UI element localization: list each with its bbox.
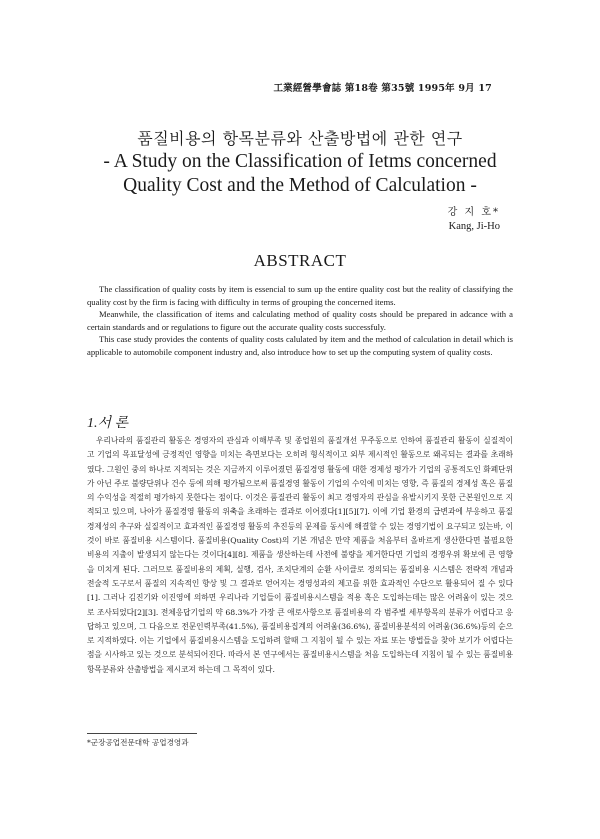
footnote-divider [87,733,197,734]
title-block [0,128,600,198]
footnote-affiliation: *군장공업전문대학 공업경영과 [87,738,189,747]
title-english-line1: - A Study on the Classification of Ietms concerned [103,151,497,172]
abstract-paragraph-3: This case study provides the contents of quality costs calulated by item and the method of calculation in detail which is applicable to automobile component industry and, also introduce how to set up the computing system of quality costs. [87,334,513,357]
abstract-paragraph-1: The classification of quality costs by item is essencial to sum up the entire quality cost but the reality of classifying the quality cost by the firm is facing with difficulty in terms of grouping the concerned items. [87,284,513,307]
abstract-paragraph-2: Meanwhile, the classification of items and calculating method of quality costs should be prepared in adcance with a certain standards and or regulations to figure out the accurate quality costs successfuly. [87,309,513,332]
title-korean: 품질비용의 항목분류와 산출방법에 관한 연구 [137,129,463,148]
introduction-body [87,434,513,677]
title-english-line2: Quality Cost and the Method of Calculation - [123,175,477,196]
running-head: 工業經營學會誌 第18卷 第35號 1995年 9月 17 [273,83,492,94]
author-block [448,206,500,234]
introduction-paragraph: 우리나라의 품질관리 활동은 경영자의 관심과 이해부족 및 종업원의 품질개선 무주동으로 인하여 품질관리 활동이 실질적이고 기업의 목표달성에 긍정적인 영향을 미치는 측면보다는 오히려 형식적이고 외부 제시적인 활동으로 왜곡되는 결과를 초래하였다. 그원인 중의 하나로 지적되는 것은 지금까지 이루어졌던 품질경영 활동에 대한 경제성 평가가 기업의 공통적도인 화폐단위가 아닌 주로 불량단위나 건수 등에 의해 평가됨으로써 품질경영 활동이 기업의 수익에 미치는 영향, 즉 품질의 경제성 혹은 품질의 수익성을 적절히 평가하지 못한다는 점이다. 이것은 품질관리 활동이 최고 경영자의 관심을 유발시키지 못한 근본원인으로 지적되고 있으며, 나아가 품질경영 활동의 위축을 초래하는 결과로 이어졌다[1][5][7]. 이에 기업 환경의 급변과에 부응하고 품질 경제성의 추구와 실질적이고 효과적인 품질경영 활동의 추진등의 문제를 동시에 해결할 수 있는 경영기법이 요구되고 있는바, 이것이 바로 품질비용 시스템이다. 품질비용(Quality Cost)의 기본 개념은 만약 제품을 처음부터 올바르게 생산한다면 불필요한 비용의 지출이 발생되지 않는다는 것이다[4][8]. 제품을 생산하는데 사전에 불량을 제거한다면 기업의 경쟁우위 확보에 큰 영향을 미치게 된다. 그러므로 품질비용의 제획, 실행, 검사, 조치단계의 순환 사이클로 정의되는 품질비용 시스템은 전략적 개념과 전술적 도구로서 품질의 지속적인 향상 및 그 결과로 얻어지는 경영성과의 제고를 위한 효과적인 수단으로 활용되어 질 수 있다[1]. 그러나 김진기와 이진영에 의하면 우리나라 기업들이 품질비용시스템을 적용 혹은 도입하는데는 많은 어려움이 있는 것으로 조사되었다[2][3]. 전체응답기업의 약 68.3%가 가장 큰 애로사항으로 품질비용의 각 범주별 세부항목의 분류가 어렵다고 응답하고 있으며, 그 다음으로 전문인력부족(41.5%), 품질비용집계의 어려움(36.6%), 품질비용분석의 어려움(36.6%)등의 순으로 지적하였다. 이는 기업에서 품질비용시스템을 도입하려 할때 그 지침이 될 수 있는 자료 또는 방법들을 찾아 보기가 어렵다는 점을 시사하고 있는 것으로 분석되어진다. 따라서 본 연구에서는 품질비용시스템을 처음 도입하는데 지침이 될 수 있는 품질비용 항목분류와 산출방법을 제시코져 하는데 그 목적이 있다. [87,436,513,674]
abstract-body [87,283,513,358]
abstract-heading: ABSTRACT [253,251,347,270]
section-heading-introduction: 1.서 론 [87,416,129,431]
author-english: Kang, Ji-Ho [448,221,500,232]
author-korean: 강 지 호* [447,207,500,218]
